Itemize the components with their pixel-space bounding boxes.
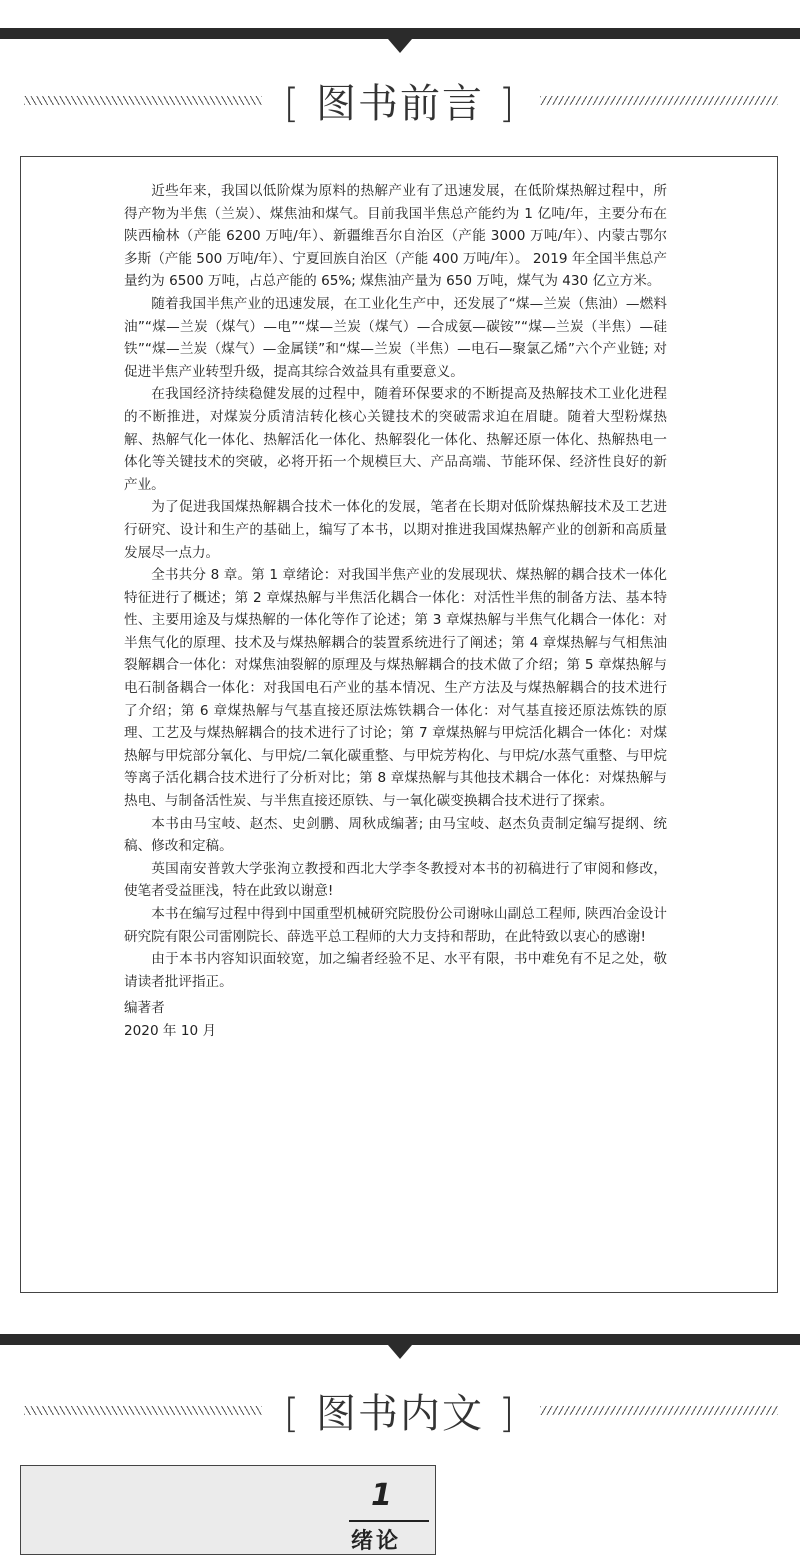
second-divider-notch-icon [388, 1345, 412, 1359]
chapter-rule [349, 1520, 429, 1522]
chapter-title: 绪论 [351, 1529, 402, 1554]
content-section-title: [ 图书内文 ] [283, 1391, 517, 1437]
preface-paragraph-5: 全书共分 8 章。第 1 章绪论：对我国半焦产业的发展现状、煤热解的耦合技术一体化特征进行了概述；第 2 章煤热解与半焦活化耦合一体化：对活性半焦的制备方法、基本特性、主要用途及与煤热解的一体化等作了论述；第 3 章煤热解与半焦气化耦合一体化：对半焦气化的原理、技术及与煤热解耦合的装置系统进行了阐述；第 4 章煤热解与气相焦油裂解耦合一体化：对煤焦油裂解的原理及与煤热解耦合的技术做了介绍；第 5 章煤热解与电石制备耦合一体化：对我国电石产业的基本情况、生产方法及与煤热解耦合的技术进行了介绍；第 6 章煤热解与气基直接还原法炼铁耦合一体化：对气基直接还原法炼铁的原理、工艺及与煤热解耦合的技术进行了讨论；第 7 章煤热解与甲烷活化耦合一体化：对煤热解与甲烷部分氧化、与甲烷/二氧化碳重整、与甲烷芳构化、与甲烷/水蒸气重整、与甲烷等离子活化耦合技术进行了分析对比；第 8 章煤热解与其他技术耦合一体化：对煤热解与热电、与制备活性炭、与半焦直接还原铁、与一氧化碳变换耦合技术进行了探索。 [124, 567, 667, 810]
divider-notch-icon [388, 39, 412, 53]
preface-section-title: [ 图书前言 ] [283, 81, 517, 127]
preface-paragraph-6: 本书由马宝岐、赵杰、史剑鹏、周秋成编著; 由马宝岐、赵杰负责制定编写提纲、统稿、修改和定稿。 [124, 815, 667, 855]
preface-paragraph-1: 近些年来，我国以低阶煤为原料的热解产业有了迅速发展，在低阶煤热解过程中，所得产物为半焦（兰炭）、煤焦油和煤气。目前我国半焦总产能约为 1 亿吨/年，主要分布在陕西榆林（产能 6200 万吨/年）、新疆维吾尔自治区（产能 3000 万吨/年）、内蒙古鄂尔多斯（产能 500 万吨/年）、宁夏回族自治区（产能 400 万吨/年）。 2019 年全国半焦总产量约为 6500 万吨，占总产能的 65%; 煤焦油产量为 650 万吨，煤气为 430 亿立方米。 [124, 183, 667, 290]
preface-paragraph-2: 随着我国半焦产业的迅速发展，在工业化生产中，还发展了“煤—兰炭（焦油）—燃料油”“煤—兰炭（煤气）—电”“煤—兰炭（煤气）—合成氨—碳铵”“煤—兰炭（半焦）—硅铁”“煤—兰炭（煤气）—金属镁”和“煤—兰炭（半焦）—电石—聚氯乙烯”六个产业链; 对促进半焦产业转型升级，提高其综合效益具有重要意义。 [124, 295, 667, 380]
preface-paragraph-8: 本书在编写过程中得到中国重型机械研究院股份公司谢咏山副总工程师, 陕西冶金设计研究院有限公司雷刚院长、薛选平总工程师的大力支持和帮助，在此特致以衷心的感谢! [124, 906, 667, 945]
second-divider-bar [0, 1334, 800, 1345]
preface-paragraph-4: 为了促进我国煤热解耦合技术一体化的发展，笔者在长期对低阶煤热解技术及工艺进行研究、设计和生产的基础上，编写了本书，以期对推进我国煤热解产业的创新和高质量发展尽一点力。 [124, 499, 667, 561]
preface-paragraph-9: 由于本书内容知识面较宽，加之编者经验不足、水平有限，书中难免有不足之处，敬请读者批评指正。 [124, 951, 667, 990]
hatch-decoration-right-2 [540, 1406, 778, 1415]
preface-paragraph-7: 英国南安普敦大学张洵立教授和西北大学李冬教授对本书的初稿进行了审阅和修改，使笔者受益匪浅，特在此致以谢意! [124, 860, 667, 900]
preface-body [124, 180, 667, 1043]
hatch-decoration-right [540, 96, 778, 105]
chapter-number: 1 [371, 1478, 392, 1513]
preface-signature: 编著者 [124, 1000, 165, 1017]
preface-date: 2020 年 10 月 [124, 1022, 217, 1039]
top-divider-bar [0, 28, 800, 39]
inner-page-preview [20, 1465, 436, 1555]
preface-paragraph-3: 在我国经济持续稳健发展的过程中，随着环保要求的不断提高及热解技术工业化进程的不断推进，对煤炭分质清洁转化核心关键技术的突破需求迫在眉睫。随着大型粉煤热解、热解气化一体化、热解活化一体化、热解裂化一体化、热解还原一体化、热解热电一体化等关键技术的突破，必将开拓一个规模巨大、产品高端、节能环保、经济性良好的新产业。 [124, 386, 667, 493]
